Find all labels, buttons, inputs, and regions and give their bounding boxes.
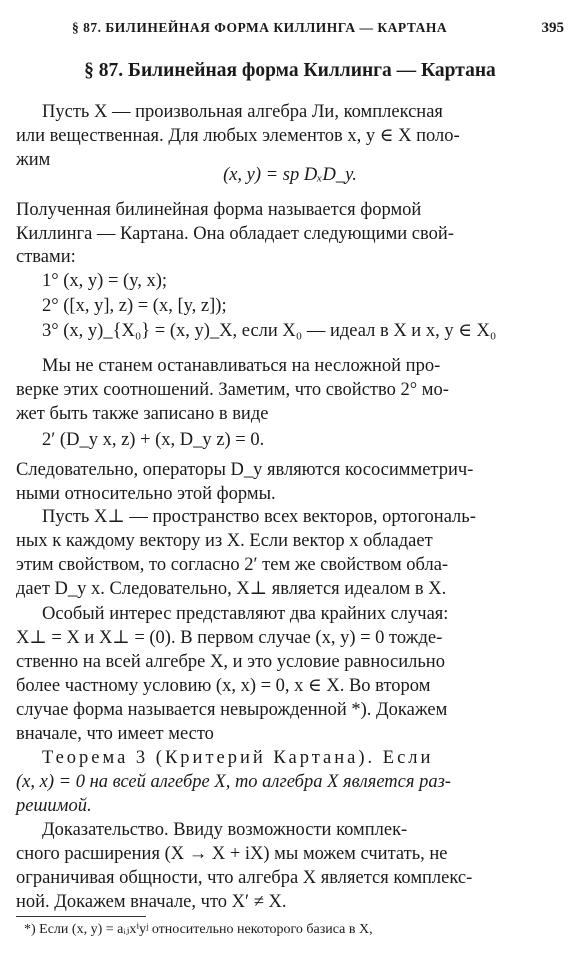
section-title: § 87. Билинейная форма Киллинга — Картана: [84, 60, 496, 81]
property-item: 1° (x, y) = (y, x);: [42, 271, 168, 291]
text-line: Киллинга — Картана. Она обладает следующими свой-: [16, 224, 454, 244]
text-line: Полученная билинейная форма называется формой: [16, 200, 422, 220]
text-line: дает D_y x. Следовательно, X⊥ является идеалом в X.: [16, 579, 447, 599]
page-number: 395: [541, 20, 564, 36]
proof-text: Доказательство. Ввиду возможности комплек-: [42, 820, 408, 840]
running-title: § 87. БИЛИНЕЙНАЯ ФОРМА КИЛЛИНГА — КАРТАНА: [72, 20, 448, 35]
text-line: Пусть X⊥ — пространство всех векторов, ортогональ-: [42, 507, 476, 527]
text-line: этим свойством, то согласно 2′ тем же свойством обла-: [16, 555, 449, 575]
equation: 2′ (D_y x, z) + (x, D_y z) = 0.: [42, 430, 265, 450]
text-line: ных к каждому вектору из X. Если вектор x обладает: [16, 531, 433, 551]
footnote-line: *) Если (x, y) = aᵢⱼxⁱyʲ относительно некоторого базиса в X,: [24, 922, 373, 937]
text-line: верке этих соотношений. Заметим, что свойство 2° мо-: [16, 380, 449, 400]
text-line: жет быть также записано в виде: [16, 404, 269, 424]
proof-text: ной. Докажем вначале, что X′ ≠ X.: [16, 892, 287, 912]
equation: (x, y) = sp DₓD_y.: [223, 165, 357, 185]
text-line: Мы не станем останавливаться на несложной про-: [42, 356, 441, 376]
property-item: 2° ([x, y], z) = (x, [y, z]);: [42, 296, 227, 316]
text-line: Особый интерес представляют два крайних случая:: [42, 604, 449, 624]
theorem-text: решимой.: [16, 796, 92, 816]
text-line: Пусть X — произвольная алгебра Ли, комплексная: [42, 102, 443, 122]
text-line: Следовательно, операторы D_y являются кососимметрич-: [16, 460, 474, 480]
text-line: более частному условию (x, x) = 0, x ∈ X. Во втором: [16, 676, 431, 696]
theorem-text: (x, x) = 0 на всей алгебре X, то алгебра X является раз-: [16, 772, 451, 792]
proof-text: сного расширения (X → X + iX) мы можем считать, не: [16, 844, 448, 864]
text-line: ными относительно этой формы.: [16, 484, 276, 504]
text-line: жим: [16, 150, 51, 170]
text-line: X⊥ = X и X⊥ = (0). В первом случае (x, y) = 0 тожде-: [16, 628, 443, 648]
text-line: вначале, что имеет место: [16, 724, 214, 744]
property-item: 3° (x, y)_{X₀} = (x, y)_X, если X₀ — идеал в X и x, y ∈ X₀: [42, 321, 497, 341]
proof-text: ограничивая общности, что алгебра X является комплекс-: [16, 868, 473, 888]
footnote-rule: [16, 916, 146, 917]
text-line: или вещественная. Для любых элементов x, y ∈ X поло-: [16, 126, 460, 146]
theorem-heading: Теорема 3 (Критерий Картана). Если: [42, 748, 434, 768]
text-line: ствами:: [16, 247, 76, 267]
running-header: [72, 20, 564, 37]
text-line: случае форма называется невырожденной *). Докажем: [16, 700, 448, 720]
text-line: ственно на всей алгебре X, и это условие равносильно: [16, 652, 445, 672]
